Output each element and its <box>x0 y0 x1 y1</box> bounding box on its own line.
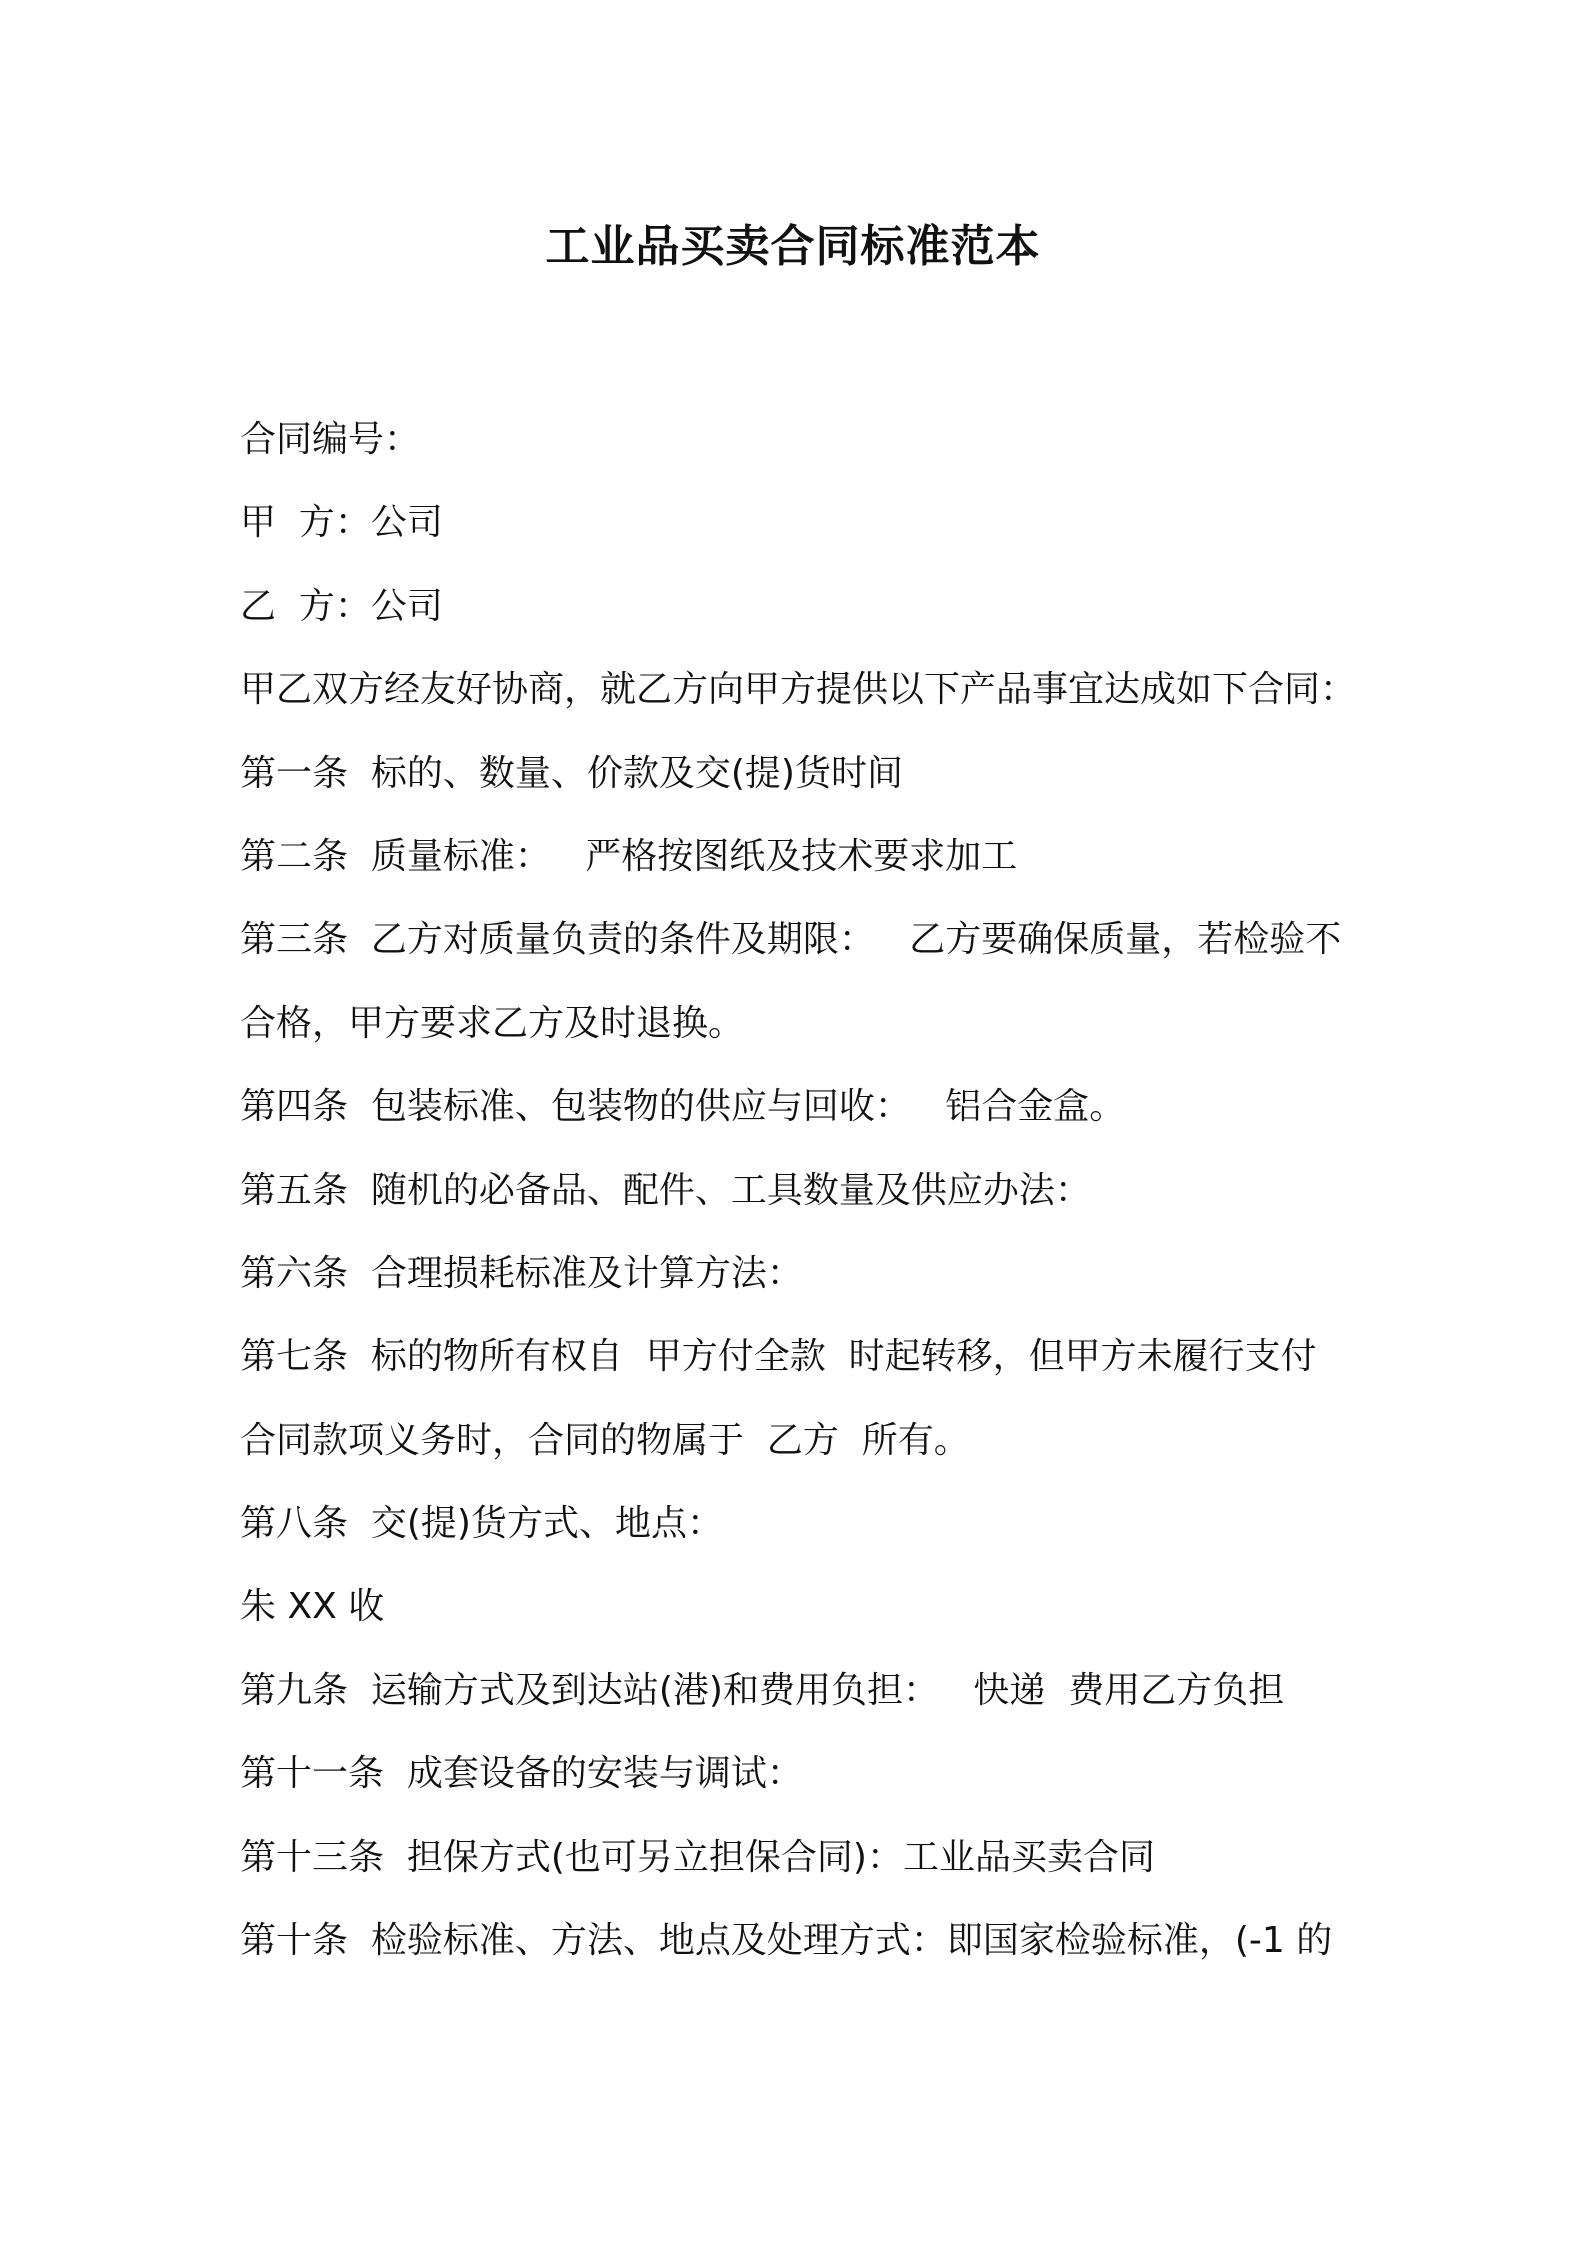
contract-line: 合同款项义务时，合同的物属于 乙方 所有。 <box>240 1419 970 1461</box>
contract-line: 第五条 随机的必备品、配件、工具数量及供应办法： <box>240 1169 1091 1211</box>
contract-line: 第七条 标的物所有权自 甲方付全款 时起转移，但甲方未履行支付 <box>240 1336 1317 1378</box>
contract-line: 第一条 标的、数量、价款及交(提)货时间 <box>240 752 903 794</box>
contract-line: 第九条 运输方式及到达站(港)和费用负担： 快递 费用乙方负担 <box>240 1669 1285 1711</box>
contract-line: 第十一条 成套设备的安装与调试： <box>240 1753 803 1795</box>
contract-line: 合同编号： <box>240 419 421 460</box>
document-title: 工业品买卖合同标准范本 <box>545 221 1041 272</box>
contract-line: 合格，甲方要求乙方及时退换。 <box>240 1002 745 1044</box>
contract-line: 第八条 交(提)货方式、地点： <box>240 1503 723 1545</box>
contract-line: 甲乙双方经友好协商，就乙方向甲方提供以下产品事宜达成如下合同： <box>240 669 1357 711</box>
contract-line: 朱 XX 收 <box>240 1586 385 1628</box>
contract-line: 第六条 合理损耗标准及计算方法： <box>240 1252 803 1294</box>
contract-line: 第十条 检验标准、方法、地点及处理方式：即国家检验标准，(-1 的 <box>240 1920 1333 1962</box>
contract-line: 第三条 乙方对质量负责的条件及期限： 乙方要确保质量，若检验不 <box>240 919 1342 961</box>
contract-line: 乙 方：公司 <box>240 585 443 627</box>
contract-body <box>240 398 1370 1982</box>
contract-line: 第二条 质量标准： 严格按图纸及技术要求加工 <box>240 835 1018 877</box>
contract-line: 甲 方：公司 <box>240 502 443 544</box>
contract-line: 第十三条 担保方式(也可另立担保合同)：工业品买卖合同 <box>240 1836 1155 1878</box>
contract-line: 第四条 包装标准、包装物的供应与回收： 铝合金盒。 <box>240 1086 1126 1128</box>
